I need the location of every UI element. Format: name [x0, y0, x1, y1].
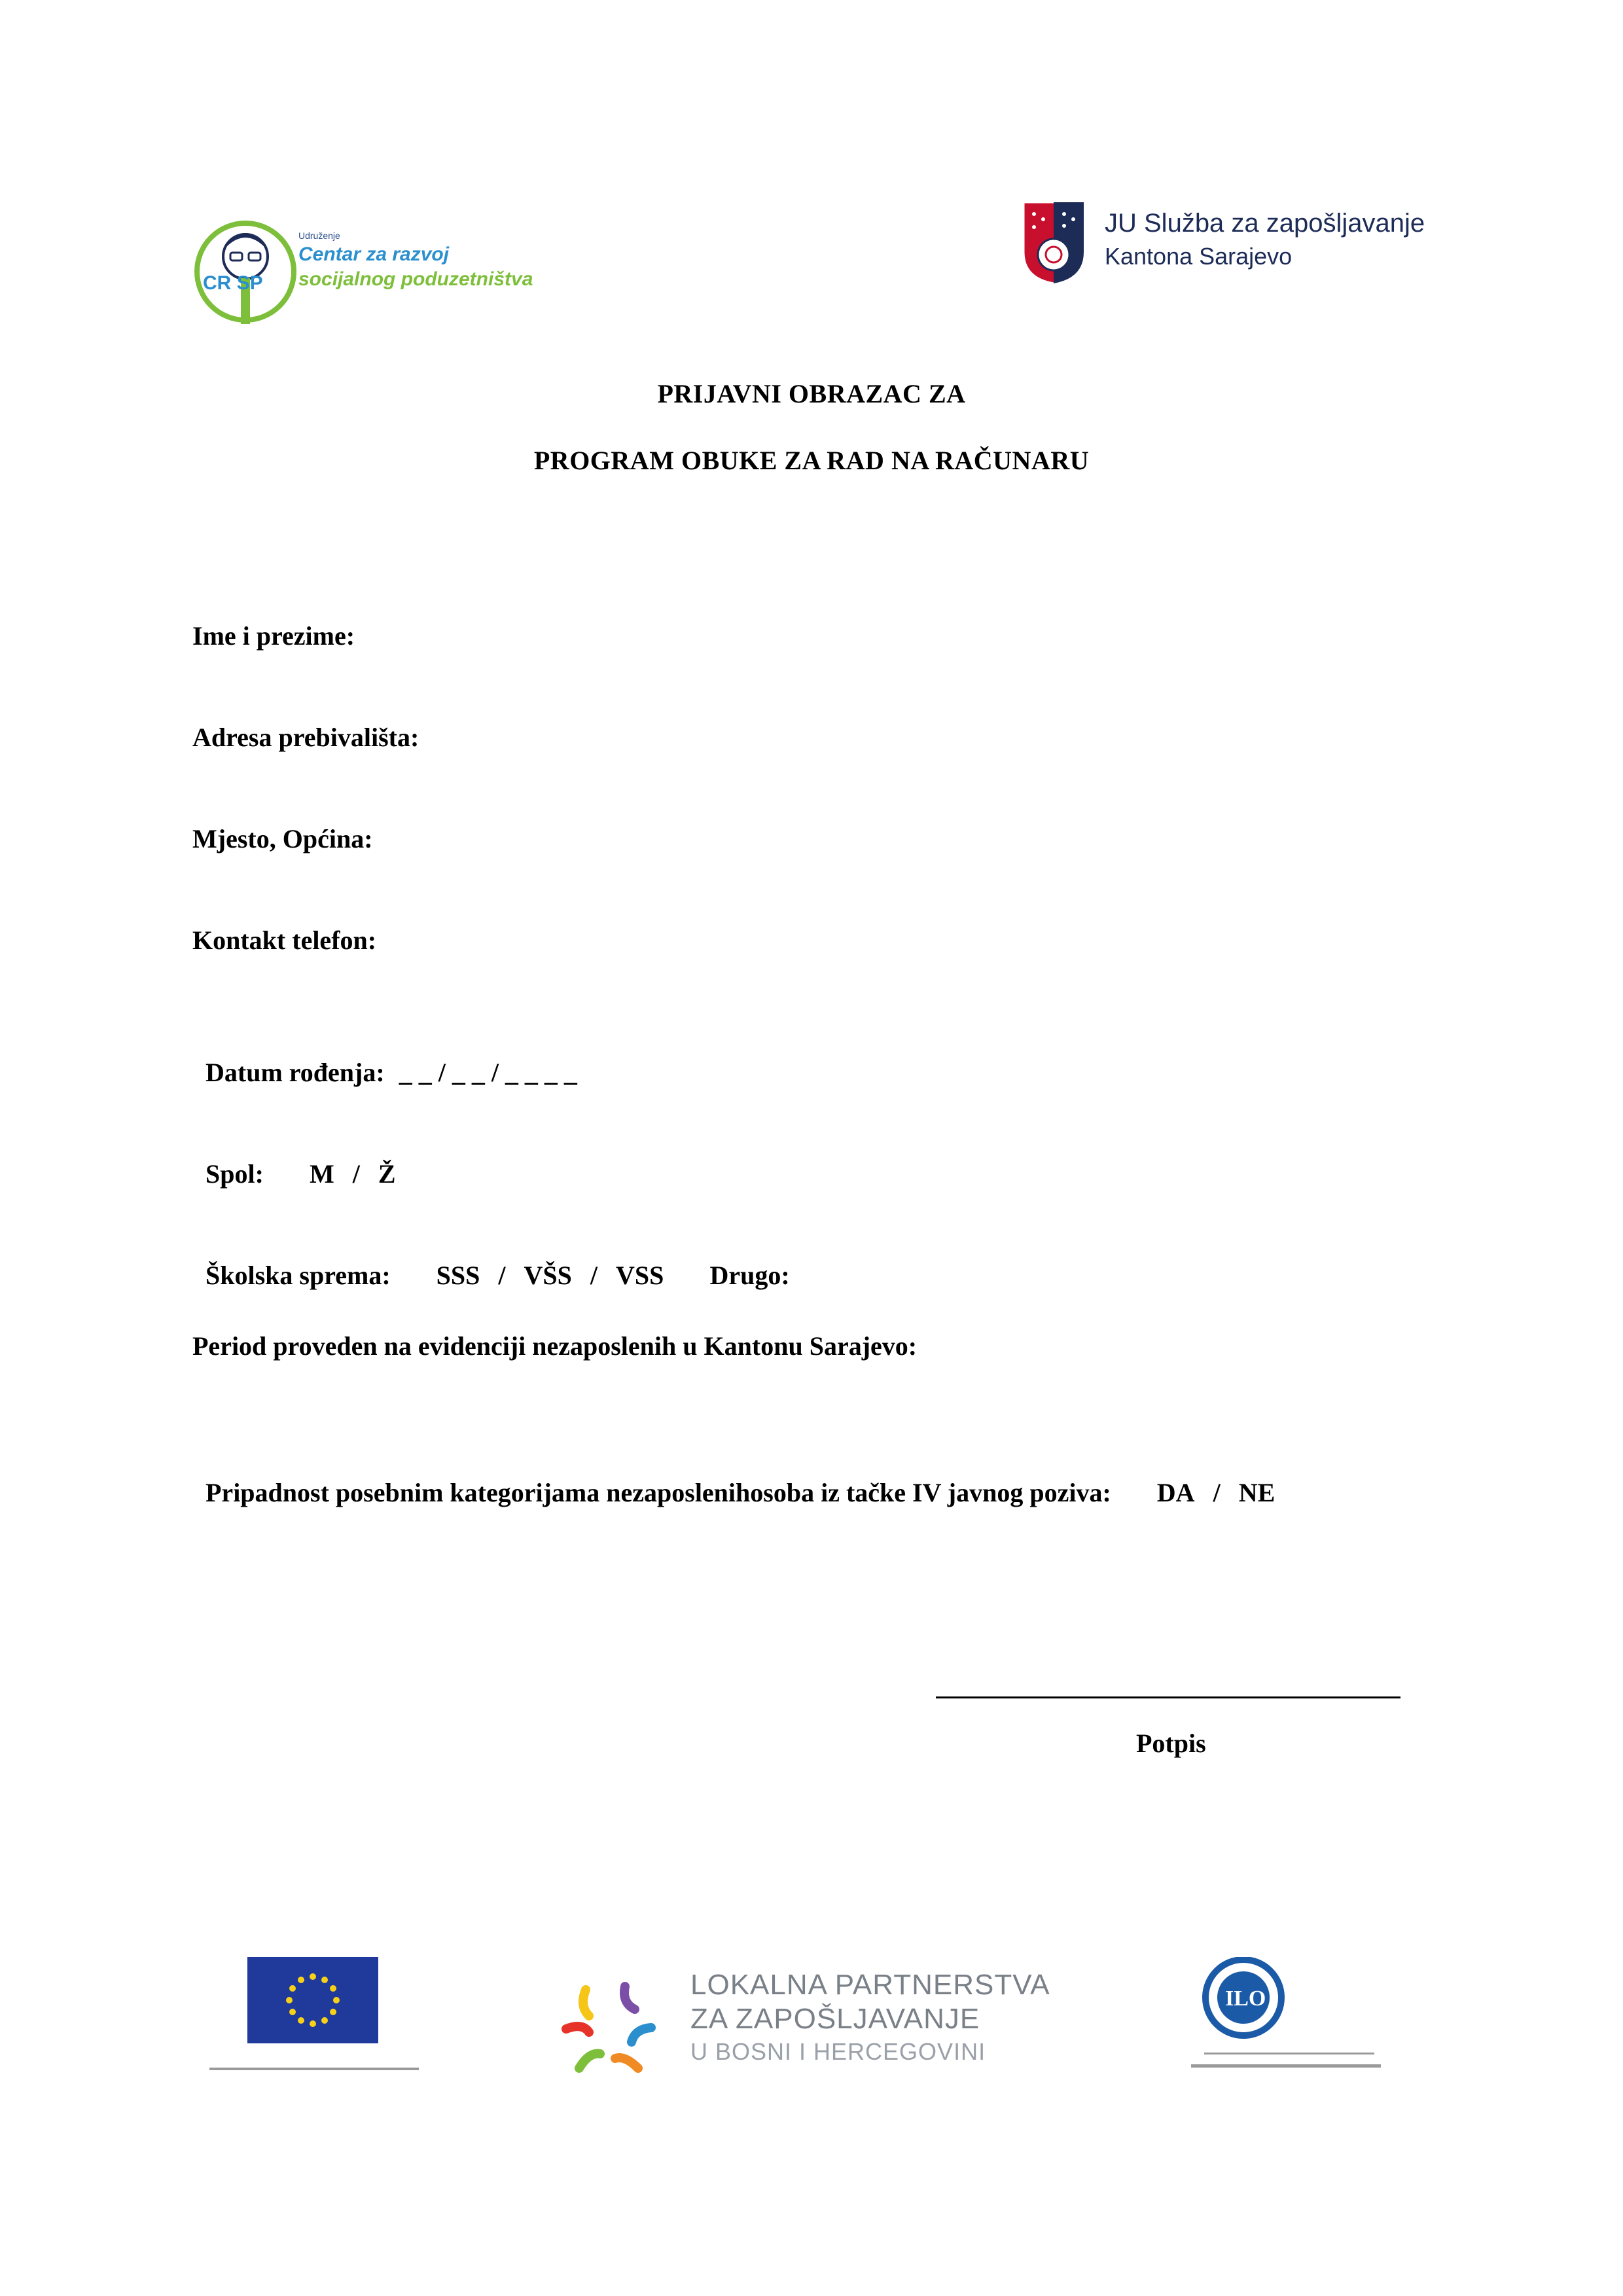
address-field-label: Adresa prebivališta:: [192, 723, 419, 752]
svg-text:ILO: ILO: [1225, 1986, 1266, 2011]
dob-placeholder: _ _ / _ _ / _ _ _ _: [399, 1058, 577, 1087]
name-field-label: Ime i prezime:: [192, 621, 355, 651]
separator: /: [498, 1261, 506, 1290]
crsp-emblem-icon: [190, 216, 301, 327]
sex-field-label: Spol:: [205, 1159, 264, 1189]
dob-field: [192, 1026, 577, 1088]
sex-option-m: M: [309, 1159, 334, 1189]
separator: /: [1213, 1478, 1221, 1507]
crsp-logo: [190, 216, 556, 327]
crsp-name-line1: Centar za razvoj: [298, 243, 450, 265]
form-title-line1: PRIJAVNI OBRAZAC ZA: [657, 379, 966, 408]
lpz-name-line1: LOKALNA PARTNERSTVA: [690, 1969, 1050, 2001]
signature-label: Potpis: [1136, 1729, 1206, 1758]
place-field-label: Mjesto, Općina:: [192, 824, 373, 853]
edu-option-sss: SSS: [436, 1261, 480, 1290]
period-field-label: Period proveden na evidenciji nezaposlenih u Kantonu Sarajevo:: [192, 1331, 918, 1361]
separator: /: [352, 1159, 360, 1189]
lpz-star-icon: [560, 1977, 658, 2075]
category-field: [192, 1446, 1275, 1508]
sluzba-name-line2: Kantona Sarajevo: [1105, 243, 1293, 270]
edu-option-vss: VSS: [616, 1261, 664, 1290]
ilo-emblem-icon: [1191, 1957, 1387, 2088]
crsp-name-line2: socijalnog poduzetništva: [298, 268, 533, 290]
education-field-label: Školska sprema:: [205, 1261, 391, 1290]
sex-field: [192, 1128, 396, 1189]
separator: /: [590, 1261, 598, 1290]
edu-option-other: Drugo:: [709, 1261, 790, 1290]
education-field: [192, 1229, 790, 1291]
eu-flag-icon: [247, 1957, 378, 2043]
canton-crest-icon: [1021, 200, 1086, 285]
ilo-logo: [1191, 1957, 1387, 2088]
eu-logo: [209, 1957, 419, 2088]
sex-option-f: Ž: [378, 1159, 396, 1189]
crsp-small-text: Udruženje: [298, 230, 340, 241]
svg-text:CR SP: CR SP: [203, 272, 263, 294]
lpz-logo: [560, 1957, 1057, 2081]
signature-line: [936, 1696, 1400, 1698]
dob-field-label: Datum rođenja:: [205, 1058, 385, 1087]
lpz-name-line3: U BOSNI I HERCEGOVINI: [690, 2038, 986, 2065]
form-title-line2: PROGRAM OBUKE ZA RAD NA RAČUNARU: [533, 446, 1090, 475]
category-field-label: Pripadnost posebnim kategorijama nezaposlenihosoba iz tačke IV javnog poziva:: [205, 1478, 1111, 1507]
category-option-no: NE: [1238, 1478, 1275, 1507]
sluzba-logo: [1021, 200, 1453, 291]
sluzba-name-line1: JU Služba za zapošljavanje: [1105, 209, 1425, 238]
edu-option-vss-short: VŠS: [524, 1261, 572, 1290]
eu-caption-bar: [209, 2063, 419, 2068]
category-option-yes: DA: [1156, 1478, 1195, 1507]
phone-field-label: Kontakt telefon:: [192, 925, 377, 955]
lpz-name-line2: ZA ZAPOŠLJAVANJE: [690, 2003, 980, 2035]
